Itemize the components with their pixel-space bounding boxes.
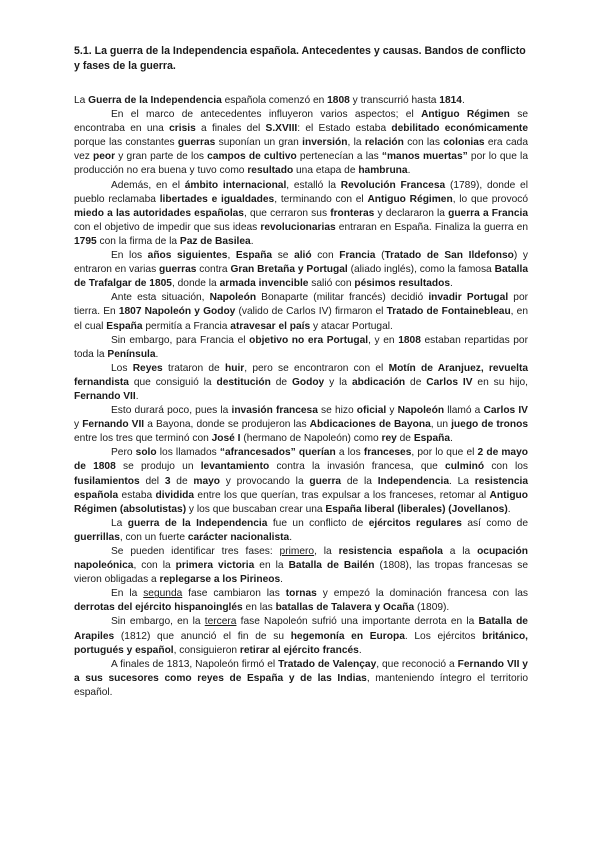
bold-text: libertades e igualdades bbox=[159, 193, 275, 205]
underlined-text: primero bbox=[279, 546, 315, 557]
text-run: se bbox=[272, 250, 295, 262]
text-run: y gran parte de los bbox=[115, 151, 208, 163]
bold-text: Península bbox=[107, 348, 156, 360]
bold-text: peor bbox=[93, 151, 116, 163]
text-run: a finales del bbox=[195, 123, 266, 135]
text-run: Esto durará poco, pues la bbox=[111, 405, 232, 417]
text-run: (aliado inglés), como la famosa bbox=[347, 264, 495, 276]
text-run: . bbox=[250, 235, 254, 247]
text-run: pertenecían a las bbox=[296, 151, 382, 163]
bold-text: guerras bbox=[159, 264, 197, 276]
bold-text: Paz de Basilea bbox=[179, 235, 251, 247]
bold-text: “manos muertas” bbox=[381, 151, 468, 163]
bold-text: 1808 bbox=[327, 95, 350, 106]
bold-text: fronteras bbox=[330, 207, 375, 219]
text-run: a Bayona, donde se produjeron las bbox=[144, 419, 310, 431]
text-run: en la bbox=[254, 560, 289, 572]
bold-text: crisis bbox=[169, 123, 196, 135]
bold-text: 3 bbox=[164, 475, 171, 487]
bold-text: huir bbox=[225, 362, 245, 374]
bold-text: España bbox=[235, 250, 273, 262]
bold-text: España bbox=[413, 433, 451, 445]
paragraph bbox=[74, 615, 528, 657]
bold-text: guerras bbox=[177, 137, 216, 149]
bold-text: oficial bbox=[356, 405, 387, 417]
text-run: se produjo un bbox=[115, 461, 201, 473]
text-run: , la bbox=[347, 137, 365, 149]
bold-text: mayo bbox=[193, 475, 221, 487]
bold-text: Tratado de Valençay bbox=[278, 658, 377, 670]
bold-text: resistencia española bbox=[74, 475, 528, 501]
text-run: así como de bbox=[461, 517, 528, 529]
bold-text: Reyes bbox=[132, 362, 163, 374]
bold-text: Fernando VII bbox=[82, 419, 145, 431]
bold-text: Batalla de Trafalgar de 1805 bbox=[74, 264, 529, 290]
section-title: 5.1. La guerra de la Independencia española. Antecedentes y causas. Bandos de conflicto y fases de la guerra. bbox=[74, 45, 526, 72]
bold-text: Tratado de San Ildefonso bbox=[384, 250, 514, 262]
text-run: En el marco de antecedentes influyeron varios aspectos; el bbox=[111, 109, 422, 121]
text-run: por lo que la producción no era buena y tuvo como bbox=[74, 151, 528, 177]
bold-text: colonias bbox=[443, 137, 485, 149]
text-run: del bbox=[139, 475, 165, 487]
bold-text: atravesar el país bbox=[230, 320, 311, 332]
underlined-text: segunda bbox=[143, 588, 183, 600]
text-run: , pero se encontraron con el bbox=[244, 362, 389, 374]
bold-text: resultado bbox=[247, 165, 294, 177]
text-run: en las bbox=[242, 602, 276, 614]
paragraph bbox=[74, 446, 528, 516]
bold-text: Fernando VII y a sus sucesores como reyes de España y de las Indias bbox=[74, 658, 528, 684]
text-run: . bbox=[358, 644, 362, 656]
bold-text: culminó bbox=[445, 461, 485, 473]
paragraph bbox=[74, 249, 528, 291]
bold-text: campos de cultivo bbox=[207, 151, 297, 163]
text-run: porque las constantes bbox=[74, 137, 178, 149]
text-run: . bbox=[289, 531, 293, 543]
bold-text: objetivo no era Portugal bbox=[249, 334, 369, 346]
paragraph bbox=[74, 404, 528, 446]
text-run: . bbox=[280, 574, 283, 586]
text-run: fue un conflicto de bbox=[267, 517, 369, 529]
text-run: . bbox=[507, 503, 511, 515]
text-run: y empezó la dominación francesa con las bbox=[316, 588, 528, 600]
text-run: , lo que provocó bbox=[452, 193, 528, 205]
bold-text: Carlos IV bbox=[483, 405, 528, 417]
bold-text: debilitado económicamente bbox=[391, 123, 528, 135]
bold-text: años siguientes bbox=[147, 250, 228, 262]
text-run: y transcurrió hasta bbox=[349, 95, 440, 106]
text-run: ( bbox=[375, 250, 385, 262]
bold-text: levantamiento bbox=[200, 461, 270, 473]
bold-text: retirar al ejército francés bbox=[239, 644, 359, 656]
text-run: : el Estado estaba bbox=[297, 123, 392, 135]
bold-text: británico, portugués y español bbox=[74, 630, 529, 656]
text-run: Bonaparte (militar francés) decidió bbox=[256, 292, 429, 304]
text-run: estaban repartidas por toda la bbox=[74, 334, 528, 360]
paragraph bbox=[74, 587, 528, 615]
text-run: , donde la bbox=[171, 278, 220, 290]
bold-text: invadir Portugal bbox=[428, 292, 509, 304]
bold-text: tornas bbox=[285, 588, 317, 600]
text-run: salió con bbox=[308, 278, 355, 290]
text-run: Pero bbox=[111, 447, 136, 459]
document-body bbox=[74, 94, 528, 700]
bold-text: pésimos resultados bbox=[354, 278, 451, 290]
text-run: A finales de 1813, Napoleón firmó el bbox=[111, 658, 279, 670]
bold-text: Napoleón bbox=[397, 405, 445, 417]
text-run: , terminando con el bbox=[274, 193, 368, 205]
paragraph bbox=[74, 94, 528, 108]
bold-text: España bbox=[106, 320, 143, 332]
text-run: fase Napoleón sufrió una importante derrota en la bbox=[236, 616, 479, 628]
text-run: suponían un gran bbox=[215, 137, 303, 149]
bold-text: 2 de mayo de 1808 bbox=[74, 447, 528, 473]
bold-text: fusilamientos bbox=[74, 475, 140, 487]
text-run: Se pueden identificar tres fases: bbox=[111, 546, 280, 557]
text-run: se hizo bbox=[317, 405, 357, 417]
text-run: de bbox=[170, 475, 194, 487]
text-run: que consiguió la bbox=[128, 376, 217, 388]
paragraph bbox=[74, 362, 528, 404]
text-run: y bbox=[74, 419, 83, 431]
bold-text: Napoleón bbox=[209, 292, 257, 304]
bold-text: Gran Bretaña y Portugal bbox=[230, 264, 348, 276]
text-run: y la bbox=[324, 376, 352, 388]
text-run: por tierra. En bbox=[74, 292, 528, 318]
text-run: los llamados bbox=[156, 447, 220, 459]
bold-text: 1814 bbox=[439, 95, 462, 106]
text-run: . Los ejércitos bbox=[404, 630, 483, 642]
text-run: de la bbox=[341, 475, 378, 487]
text-run: entre los que querían, tras expulsar a los franceses, retomar al bbox=[194, 489, 490, 501]
text-run: con el objetivo de impedir que sus ideas bbox=[74, 221, 261, 233]
bold-text: 1808 bbox=[398, 334, 421, 346]
bold-text: ámbito internacional bbox=[184, 179, 287, 191]
text-run: . La bbox=[449, 475, 475, 487]
bold-text: alió bbox=[294, 250, 312, 262]
bold-text: guerra de la Independencia bbox=[127, 517, 268, 529]
bold-text: inversión bbox=[302, 137, 348, 149]
bold-text: Independencia bbox=[377, 475, 450, 487]
text-run: y atacar Portugal. bbox=[310, 320, 393, 332]
text-run: fase cambiaron las bbox=[182, 588, 286, 600]
text-run: , bbox=[227, 250, 236, 262]
text-run: , que cerraron sus bbox=[243, 207, 331, 219]
bold-text: Abdicaciones de Bayona bbox=[309, 419, 431, 431]
bold-text: Carlos IV bbox=[426, 376, 473, 388]
text-run: de bbox=[396, 433, 414, 445]
text-run: y provocando la bbox=[220, 475, 310, 487]
text-run: Además, en el bbox=[111, 179, 185, 191]
bold-text: guerra a Francia bbox=[448, 207, 529, 219]
text-run: Ante esta situación, bbox=[111, 292, 210, 304]
paragraph bbox=[74, 108, 528, 178]
text-run: entre los tres que terminó con bbox=[74, 433, 212, 445]
bold-text: “afrancesados” bbox=[219, 447, 296, 459]
text-run: con bbox=[311, 250, 340, 262]
bold-text: Batalla de Bailén bbox=[288, 560, 375, 572]
bold-text: juego de tronos bbox=[451, 419, 529, 431]
bold-text: Godoy bbox=[291, 376, 325, 388]
text-run: , y en bbox=[368, 334, 399, 346]
bold-text: Guerra de la Independencia bbox=[88, 95, 222, 106]
text-run: estaba bbox=[118, 489, 156, 501]
text-run: Los bbox=[111, 362, 133, 374]
text-run: , que reconoció a bbox=[376, 658, 458, 670]
text-run: (hermano de Napoleón) como bbox=[240, 433, 382, 445]
paragraph bbox=[74, 291, 528, 333]
text-run: , por lo que el bbox=[411, 447, 478, 459]
paragraph bbox=[74, 179, 528, 249]
bold-text: Fernando VII bbox=[74, 390, 136, 402]
text-run: . bbox=[450, 278, 453, 290]
bold-text: revolucionarias bbox=[260, 221, 336, 233]
bold-text: resistencia española bbox=[338, 546, 443, 557]
bold-text: Revolución Francesa bbox=[340, 179, 446, 191]
bold-text: ejércitos regulares bbox=[368, 517, 462, 529]
bold-text: Antiguo Régimen (absolutistas) bbox=[74, 489, 529, 515]
bold-text: hegemonía en Europa bbox=[290, 630, 405, 642]
bold-text: Antiguo Régimen bbox=[421, 109, 510, 121]
bold-text: hambruna bbox=[358, 165, 408, 177]
bold-text: dividida bbox=[155, 489, 195, 501]
text-run: en su hijo, bbox=[472, 376, 528, 388]
bold-text: batallas de Talavera y Ocaña bbox=[275, 602, 415, 614]
text-run: ) y entraron en varias bbox=[74, 250, 528, 276]
text-run: (valido de Carlos IV) firmaron el bbox=[235, 306, 387, 318]
bold-text: invasión francesa bbox=[231, 405, 318, 417]
text-run: . bbox=[135, 390, 139, 402]
text-run: La bbox=[111, 517, 128, 529]
paragraph bbox=[74, 517, 528, 545]
bold-text: armada invencible bbox=[219, 278, 309, 290]
bold-text: miedo a las autoridades españolas bbox=[74, 207, 244, 219]
bold-text: primera victoria bbox=[175, 560, 255, 572]
bold-text: replegarse a los Pirineos bbox=[159, 574, 281, 586]
bold-text: abdicación bbox=[351, 376, 406, 388]
text-run: , manteniendo íntegro el territorio español. bbox=[74, 672, 528, 698]
text-run: y los que buscaban crear una bbox=[186, 503, 326, 515]
text-run: . bbox=[461, 95, 465, 106]
text-run: . bbox=[407, 165, 411, 177]
text-run: entraran en España. Finaliza la guerra en bbox=[335, 221, 528, 233]
bold-text: carácter nacionalista bbox=[187, 531, 290, 543]
text-run: llamó a bbox=[444, 405, 484, 417]
text-run: contra bbox=[196, 264, 231, 276]
text-run: a la bbox=[442, 546, 478, 557]
text-run: (1809). bbox=[414, 602, 450, 614]
text-run: (1789), donde el pueblo reclamaba bbox=[74, 179, 528, 205]
text-run: , la bbox=[314, 546, 339, 557]
paragraph bbox=[74, 334, 528, 362]
text-run: En los bbox=[111, 250, 148, 262]
underlined-text: tercera bbox=[204, 616, 237, 628]
text-run: era cada vez bbox=[74, 137, 528, 163]
text-run: Sin embargo, en la bbox=[111, 616, 205, 628]
bold-text: Francia bbox=[339, 250, 376, 262]
bold-text: 1795 bbox=[74, 235, 97, 247]
text-run: y bbox=[386, 405, 398, 417]
text-run: La bbox=[74, 95, 89, 106]
bold-text: derrotas del ejército hispanoinglés bbox=[74, 602, 243, 614]
text-run: española comenzó en bbox=[221, 95, 328, 106]
paragraph bbox=[74, 658, 528, 700]
bold-text: ocupación napoleónica bbox=[74, 546, 529, 572]
text-run: con los bbox=[484, 461, 528, 473]
bold-text: Motín de Aranjuez, revuelta fernandista bbox=[74, 362, 529, 388]
text-run: , consiguieron bbox=[173, 644, 240, 656]
text-run: (1812) que anunció el fin de su bbox=[114, 630, 291, 642]
text-run: se encontraba en una bbox=[74, 109, 528, 135]
bold-text: España liberal (liberales) (Jovellanos) bbox=[325, 503, 508, 515]
text-run: y declararon la bbox=[374, 207, 449, 219]
text-run: . bbox=[450, 433, 453, 445]
bold-text: guerrillas bbox=[74, 531, 120, 543]
text-run: con la firma de la bbox=[96, 235, 180, 247]
bold-text: franceses bbox=[363, 447, 412, 459]
text-run: con las bbox=[403, 137, 444, 149]
text-run: de bbox=[405, 376, 427, 388]
text-run: permitía a Francia bbox=[142, 320, 231, 332]
text-run: , en el cual bbox=[74, 306, 528, 332]
bold-text: José I bbox=[211, 433, 241, 445]
text-run: (1808), las tropas francesas se vieron obligadas a bbox=[74, 560, 528, 586]
paragraph bbox=[74, 545, 528, 587]
text-run: , estalló la bbox=[286, 179, 341, 191]
text-run: de bbox=[270, 376, 292, 388]
text-run: , un bbox=[430, 419, 452, 431]
bold-text: guerra bbox=[309, 475, 342, 487]
text-run: . bbox=[155, 348, 159, 360]
text-run: , con la bbox=[133, 560, 176, 572]
bold-text: destitución bbox=[216, 376, 271, 388]
bold-text: rey bbox=[381, 433, 397, 445]
bold-text: relación bbox=[364, 137, 404, 149]
bold-text: querían bbox=[298, 447, 336, 459]
text-run: trataron de bbox=[162, 362, 225, 374]
text-run: Sin embargo, para Francia el bbox=[111, 334, 250, 346]
text-run: una etapa de bbox=[293, 165, 359, 177]
text-run: a los bbox=[335, 447, 364, 459]
bold-text: 1807 Napoleón y Godoy bbox=[118, 306, 236, 318]
text-run: , con un fuerte bbox=[119, 531, 188, 543]
bold-text: S.XVIII bbox=[265, 123, 298, 135]
bold-text: solo bbox=[135, 447, 157, 459]
text-run: contra la invasión francesa, que bbox=[269, 461, 446, 473]
bold-text: Batalla de Arapiles bbox=[74, 616, 528, 642]
bold-text: Antiguo Régimen bbox=[367, 193, 453, 205]
bold-text: Tratado de Fontainebleau bbox=[386, 306, 511, 318]
text-run: En la bbox=[111, 588, 144, 600]
